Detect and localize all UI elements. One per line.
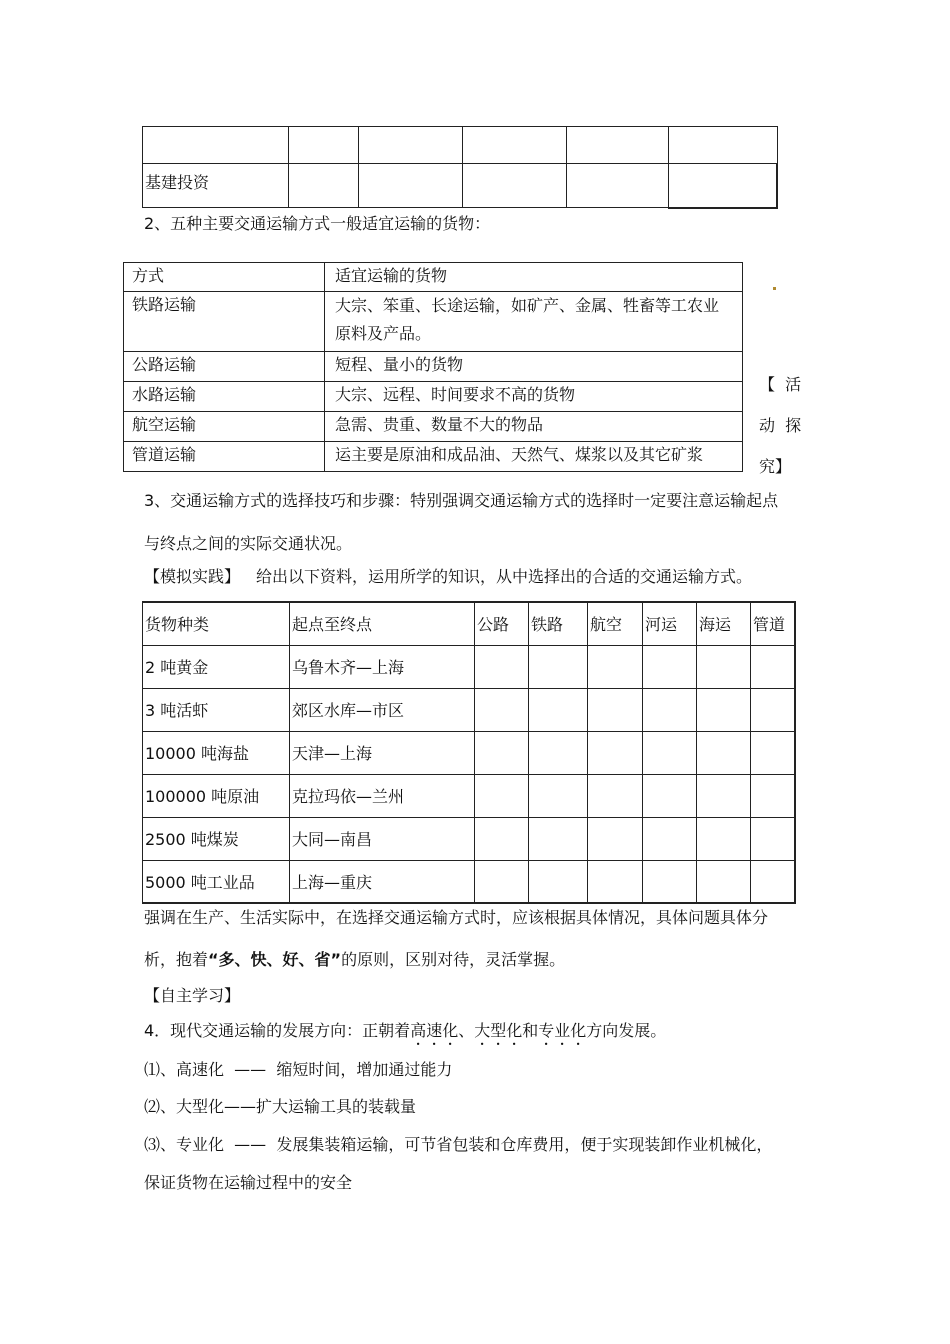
side-note-line: 【 活: [759, 375, 802, 394]
table-cell: 运主要是原油和成品油、天然气、煤浆以及其它矿浆: [325, 442, 743, 472]
table-cell: [143, 164, 289, 208]
table-cell: [475, 860, 529, 903]
table-cell: 航空运输: [124, 412, 325, 442]
table-header-cell: 起点至终点: [290, 602, 475, 645]
table-cell: 3 吨活虾: [143, 688, 290, 731]
emphasis-post: 的原则，区别对待，灵活掌握。: [341, 950, 566, 969]
table-cell: [359, 164, 463, 208]
table-cell: [588, 817, 643, 860]
table-cell: 铁路运输: [124, 292, 325, 352]
cell-line: 原料及产品。: [335, 324, 432, 343]
table-cell: [697, 860, 751, 903]
table-cell: 10000 吨海盐: [143, 731, 290, 774]
keyword-highspeed: 高速化: [410, 1021, 459, 1040]
table-row: [124, 292, 743, 352]
table-header-cell: 方式: [124, 263, 325, 292]
table-cell: 急需、贵重、数量不大的物品: [325, 412, 743, 442]
table-cell: [475, 731, 529, 774]
separator: 、: [458, 1021, 475, 1040]
table-cell: [475, 817, 529, 860]
cell-line: 大宗、笨重、长途运输，如矿产、金属、牲畜等工农业: [335, 296, 720, 315]
table-cell: 5000 吨工业品: [143, 860, 290, 903]
table-cell: [751, 731, 796, 774]
table-cell: [697, 645, 751, 688]
table-header-cell: 河运: [643, 602, 697, 645]
table-row: [124, 382, 743, 412]
keyword-specialized: 专业化: [538, 1021, 587, 1040]
table-cell: 2500 吨煤炭: [143, 817, 290, 860]
list-item: ⑵、大型化——扩大运输工具的装载量: [144, 1097, 417, 1116]
dot-mark: [773, 287, 776, 290]
table-cell: [697, 731, 751, 774]
table-row: [143, 127, 778, 164]
cargo-table: [123, 262, 743, 472]
list-item: ⑴、高速化 —— 缩短时间，增加通过能力: [144, 1060, 453, 1079]
table-row: [124, 412, 743, 442]
practice-table: [142, 601, 796, 904]
table-cell: 乌鲁木齐—上海: [290, 645, 475, 688]
table-cell: [588, 688, 643, 731]
table-cell: [751, 688, 796, 731]
table-cell: [669, 127, 777, 164]
table-cell: [697, 688, 751, 731]
emphasis-pre: 析，抱着: [144, 950, 209, 969]
table-header-cell: 货物种类: [143, 602, 290, 645]
table-cell: [529, 688, 588, 731]
table-cell: [643, 774, 697, 817]
table-row: [143, 731, 796, 774]
table-cell: [751, 817, 796, 860]
keyword-large: 大型化: [474, 1021, 523, 1040]
table-cell: [463, 127, 567, 164]
table-cell: [567, 164, 669, 208]
table-cell: [463, 164, 567, 208]
table-cell: 100000 吨原油: [143, 774, 290, 817]
table-cell: 天津—上海: [290, 731, 475, 774]
table-cell: 管道运输: [124, 442, 325, 472]
practice-text: 给出以下资料，运用所学的知识，从中选择出的合适的交通运输方式。: [256, 567, 753, 586]
self-study-label: 【自主学习】: [144, 986, 241, 1005]
table-cell: [529, 731, 588, 774]
separator: 和: [522, 1021, 539, 1040]
table-cell: [529, 645, 588, 688]
table-cell: [588, 860, 643, 903]
table-cell: [697, 817, 751, 860]
table-header-cell: 海运: [697, 602, 751, 645]
table-cell: [475, 774, 529, 817]
table-cell: [643, 817, 697, 860]
table-row: [143, 774, 796, 817]
table-cell: [475, 645, 529, 688]
table-cell: [529, 817, 588, 860]
table-cell: [288, 127, 358, 164]
table-cell: 郊区水库—市区: [290, 688, 475, 731]
table-cell: [751, 774, 796, 817]
section-4-pre: 4．现代交通运输的发展方向：正朝着: [144, 1021, 411, 1040]
table-cell: [288, 164, 358, 208]
table-cell: 2 吨黄金: [143, 645, 290, 688]
row-label: 基建投资: [145, 173, 210, 192]
section-3-line: 3、交通运输方式的选择技巧和步骤：特别强调交通运输方式的选择时一定要注意运输起点: [144, 491, 779, 510]
table-cell: [697, 774, 751, 817]
section-3-line: 与终点之间的实际交通状况。: [144, 534, 353, 553]
table-cell: [669, 164, 777, 208]
table-header-cell: 铁路: [529, 602, 588, 645]
table-row: [143, 164, 778, 208]
emphasis-line: 强调在生产、生活实际中，在选择交通运输方式时，应该根据具体情况，具体问题具体分: [144, 908, 769, 927]
practice-label: 【模拟实践】: [144, 567, 241, 586]
emphasis-bold: “多、快、好、省”: [208, 950, 342, 969]
table-header-cell: 管道: [751, 602, 796, 645]
table-header-cell: 公路: [475, 602, 529, 645]
table-cell: [588, 731, 643, 774]
table-row: [124, 352, 743, 382]
table-cell: [529, 860, 588, 903]
section-4-line: [144, 1020, 666, 1049]
table-row: [143, 602, 796, 645]
table-cell: 水路运输: [124, 382, 325, 412]
table-cell: [751, 645, 796, 688]
table-cell: [643, 645, 697, 688]
table-row: [124, 263, 743, 292]
table-header-cell: 航空: [588, 602, 643, 645]
table-cell: [643, 860, 697, 903]
table-cell: [475, 688, 529, 731]
table-row: [143, 860, 796, 903]
table-cell: [143, 127, 289, 164]
table-cell: [643, 688, 697, 731]
table-cell: [567, 127, 669, 164]
table-cell: 短程、量小的货物: [325, 352, 743, 382]
table-cell: [359, 127, 463, 164]
practice-line: [144, 566, 752, 588]
table-row: [143, 817, 796, 860]
section-2-heading: 2、五种主要交通运输方式一般适宜运输的货物：: [144, 214, 491, 233]
table-cell: [529, 774, 588, 817]
table-partial-top: [142, 126, 778, 209]
table-cell: [325, 292, 743, 352]
table-row: [143, 645, 796, 688]
table-cell: 大宗、远程、时间要求不高的货物: [325, 382, 743, 412]
list-item: ⑶、专业化 —— 发展集装箱运输，可节省包装和仓库费用，便于实现装卸作业机械化，: [144, 1135, 773, 1154]
list-item: 保证货物在运输过程中的安全: [144, 1173, 353, 1192]
table-cell: [751, 860, 796, 903]
side-note-line: 动 探: [759, 416, 802, 435]
side-note-line: 究】: [759, 457, 792, 476]
section-4-post: 方向发展。: [586, 1021, 667, 1040]
table-cell: 克拉玛依—兰州: [290, 774, 475, 817]
table-cell: 大同—南昌: [290, 817, 475, 860]
table-cell: [643, 731, 697, 774]
table-cell: 公路运输: [124, 352, 325, 382]
table-row: [143, 688, 796, 731]
table-cell: 上海—重庆: [290, 860, 475, 903]
table-cell: [588, 645, 643, 688]
table-cell: [588, 774, 643, 817]
table-header-cell: 适宜运输的货物: [325, 263, 743, 292]
emphasis-line: [144, 949, 565, 971]
table-row: [124, 442, 743, 472]
